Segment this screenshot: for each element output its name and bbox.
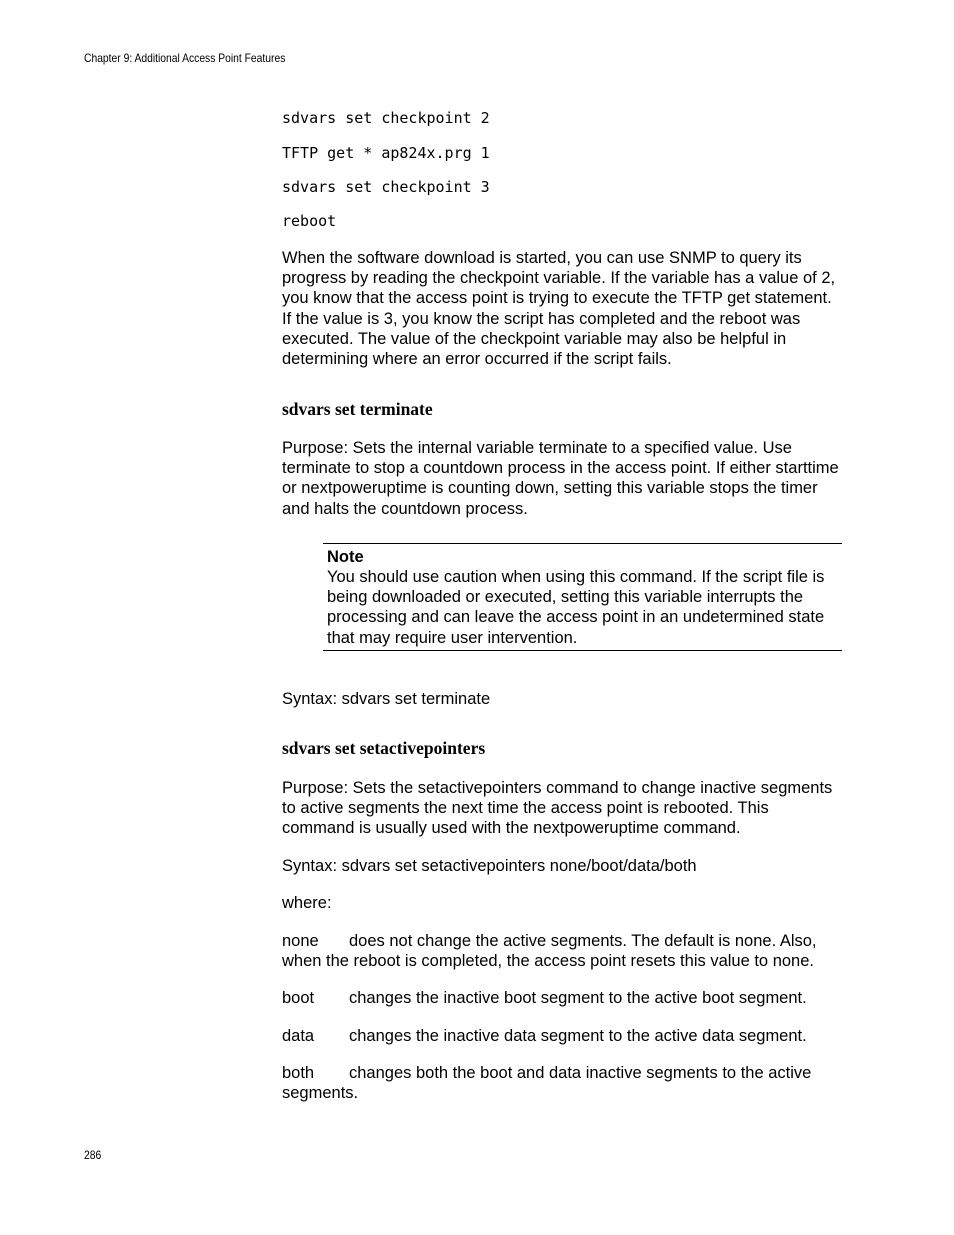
term-name: none	[282, 932, 319, 950]
term-description: does not change the active segments. The default is none. Also, when the reboot is completed, the access point resets this value to none.	[282, 932, 817, 971]
term-name: boot	[282, 989, 315, 1007]
section-heading-setactivepointers: sdvars set setactivepointers	[282, 738, 486, 758]
term-item	[282, 1026, 842, 1046]
term-description: changes both the boot and data inactive segments to the active segments.	[282, 1064, 812, 1103]
term-item	[282, 1063, 842, 1103]
term-item	[282, 988, 842, 1008]
section-heading-terminate: sdvars set terminate	[282, 399, 433, 419]
code-line: reboot	[282, 212, 337, 230]
term-name: data	[282, 1027, 315, 1045]
running-header: Chapter 9: Additional Access Point Features	[84, 51, 286, 65]
intro-paragraph: When the software download is started, you can use SNMP to query its progress by reading the checkpoint variable. If the variable has a value of 2, you know that the access point is trying to execute the TFTP get statement. If the value is 3, you know the script has completed and the reboot was executed. The value of the checkpoint variable may also be helpful in determining where an error occurred if the script fails.	[282, 249, 836, 369]
note-box	[323, 543, 842, 651]
code-line: sdvars set checkpoint 2	[282, 109, 490, 127]
note-body: You should use caution when using this command. If the script file is being downloaded or executed, setting this variable interrupts the processing and can leave the access point in an undetermined state that may require user intervention.	[327, 568, 825, 647]
purpose-setactivepointers: Purpose: Sets the setactivepointers command to change inactive segments to active segments the next time the access point is rebooted. This command is usually used with the nextpoweruptime command.	[282, 779, 833, 838]
where-label: where:	[282, 894, 332, 912]
syntax-setactivepointers: Syntax: sdvars set setactivepointers none/boot/data/both	[282, 857, 697, 875]
term-item	[282, 931, 842, 971]
term-description: changes the inactive data segment to the active data segment.	[349, 1027, 807, 1045]
note-title: Note	[327, 548, 364, 566]
code-line: TFTP get * ap824x.prg 1	[282, 144, 490, 162]
term-description: changes the inactive boot segment to the active boot segment.	[349, 989, 807, 1007]
syntax-terminate: Syntax: sdvars set terminate	[282, 690, 491, 708]
page-number: 286	[84, 1148, 102, 1162]
purpose-terminate: Purpose: Sets the internal variable terminate to a specified value. Use terminate to stop a countdown process in the access point. If either starttime or nextpoweruptime is counting down, setting this variable stops the timer and halts the countdown process.	[282, 439, 839, 518]
term-name: both	[282, 1064, 315, 1082]
code-line: sdvars set checkpoint 3	[282, 178, 490, 196]
